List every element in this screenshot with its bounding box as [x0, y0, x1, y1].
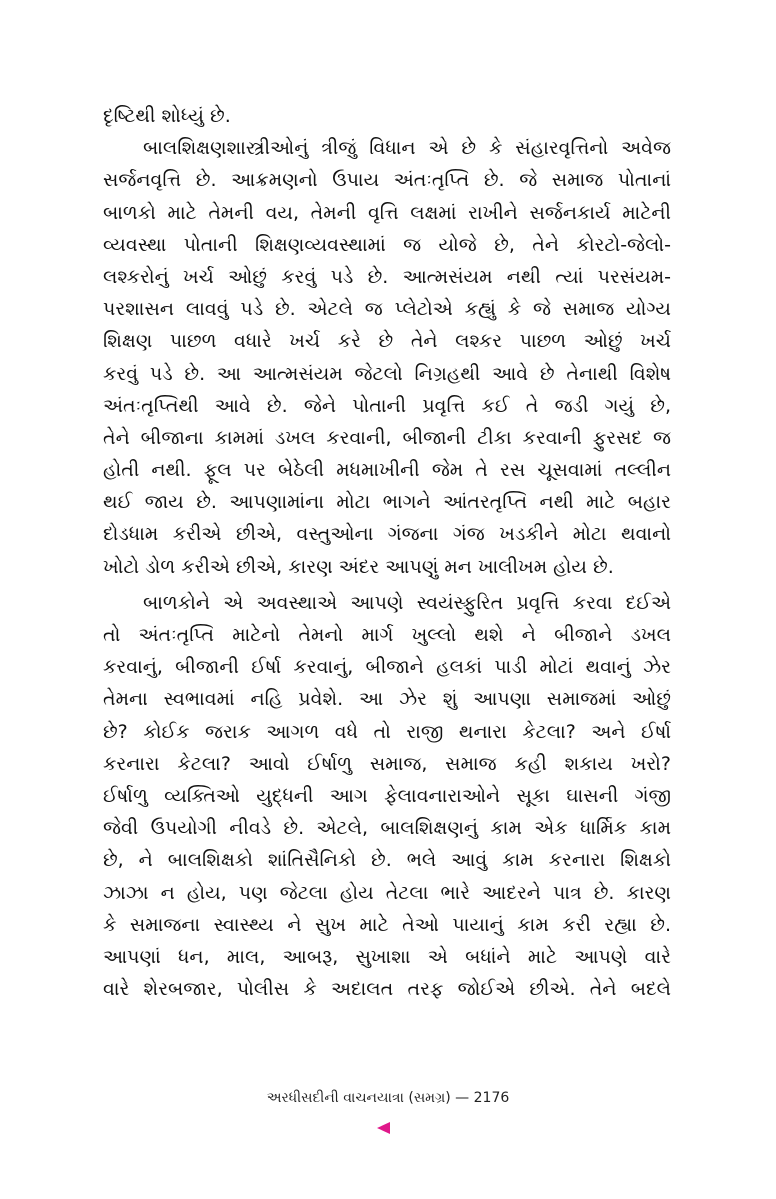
page-footer: અરધીસદીની વાચનયાત્રા (સમગ્ર) — 2176: [266, 1090, 510, 1106]
text-line: ખોટો ડોળ કરીએ છીએ, કારણ અંદર આપણું મન ખાલીખમ હોય છે.: [103, 555, 614, 578]
text-line: તેમના સ્વભાવમાં નહિ પ્રવેશે. આ ઝેર શું આપણા સમાજમાં ઓછું: [103, 688, 671, 711]
text-line: ઝાઝા ન હોય, પણ જેટલા હોય તેટલા ભારે આદરને પાત્ર છે. કારણ: [103, 881, 671, 904]
text-line: કરવાનું, બીજાની ઈર્ષા કરવાનું, બીજાને હલકાં પાડી મોટાં થવાનું ઝેર: [103, 656, 671, 679]
text-line: વ્યવસ્થા પોતાની શિક્ષણવ્યવસ્થામાં જ યોજે છે, તેને કોરટો-જેલો-: [103, 233, 671, 256]
text-line: બાળકો માટે તેમની વય, તેમની વૃત્તિ લક્ષમાં રાખીને સર્જનકાર્ય માટેની: [103, 201, 671, 224]
text-line: બાલશિક્ષણશાસ્ત્રીઓનું ત્રીજું વિધાન એ છે કે સંહારવૃત્તિનો અવેજ: [143, 137, 671, 160]
text-line: સર્જનવૃત્તિ છે. આક્રમણનો ઉપાય અંતઃતૃપ્તિ છે. જે સમાજ પોતાનાં: [103, 169, 671, 192]
text-line: દોડધામ કરીએ છીએ, વસ્તુઓના ગંજના ગંજ ખડકીને મોટા થવાનો: [103, 523, 671, 546]
paragraph: [103, 587, 671, 1005]
text-line: તો અંતઃતૃપ્તિ માટેનો તેમનો માર્ગ ખુલ્લો થશે ને બીજાને ડખલ: [103, 624, 671, 646]
text-line: શિક્ષણ પાછળ વધારે ખર્ચ કરે છે તેને લશ્કર પાછળ ઓછું ખર્ચ: [103, 330, 671, 353]
text-line: હોતી નથી. ફૂલ પર બેઠેલી મધમાખીની જેમ તે રસ ચૂસવામાં તલ્લીન: [103, 459, 671, 482]
text-line: કે સમાજના સ્વાસ્થ્ય ને સુખ માટે તેઓ પાયાનું કામ કરી રહ્યા છે.: [103, 913, 671, 936]
text-line: છે? કોઈક જરાક આગળ વધે તો રાજી થનારા કેટલા? અને ઈર્ષા: [103, 720, 671, 743]
text-line: પરશાસન લાવવું પડે છે. એટલે જ પ્લેટોએ કહ્યું કે જે સમાજ યોગ્ય: [103, 298, 671, 321]
text-line: ઈર્ષાળુ વ્યક્તિઓ યુદ્ધની આગ ફેલાવનારાઓને સૂકા ઘાસની ગંજી: [103, 784, 671, 807]
text-line: લશ્કરોનું ખર્ચ ઓછું કરવું પડે છે. આત્મસંયમ નથી ત્યાં પરસંયમ-: [103, 265, 671, 288]
text-line: વારે શેરબજાર, પોલીસ કે અદાલત તરફ જોઈએ છીએ. તેને બદલે: [103, 978, 671, 1001]
paragraph: [103, 100, 671, 132]
text-line: કરનારા કેટલા? આવો ઈર્ષાળુ સમાજ, સમાજ કહી શકાય ખરો?: [103, 752, 671, 775]
body-text: [103, 100, 671, 1005]
text-line: કરવું પડે છે. આ આત્મસંયમ જેટલો નિગ્રહથી આવે છે તેનાથી વિશેષ: [103, 362, 671, 385]
text-line: છે, ને બાલશિક્ષકો શાંતિસૈનિકો છે. ભલે આવું કામ કરનારા શિક્ષકો: [103, 849, 671, 872]
text-line: અંતઃતૃપ્તિથી આવે છે. જેને પોતાની પ્રવૃત્તિ કઈ તે જડી ગયું છે,: [103, 394, 671, 417]
text-line: બાળકોને એ અવસ્થાએ આપણે સ્વયંસ્ફુરિત પ્રવૃત્તિ કરવા દઈએ: [143, 591, 671, 614]
text-line: આપણાં ધન, માલ, આબરૂ, સુખાશા એ બધાંને માટે આપણે વારે: [103, 945, 671, 968]
text-line: જેવી ઉપયોગી નીવડે છે. એટલે, બાલશિક્ષણનું કામ એક ધાર્મિક કામ: [103, 817, 671, 840]
triangle-left-icon[interactable]: [377, 1122, 390, 1134]
text-line: દૃષ્ટિથી શોધ્યું છે.: [103, 105, 231, 127]
paragraph: [103, 132, 671, 583]
text-line: થઈ જાય છે. આપણામાંના મોટા ભાગને આંતરતૃપ્તિ નથી માટે બહાર: [103, 491, 671, 514]
text-line: તેને બીજાના કામમાં ડખલ કરવાની, બીજાની ટીકા કરવાની ફુરસદ જ: [103, 426, 671, 449]
